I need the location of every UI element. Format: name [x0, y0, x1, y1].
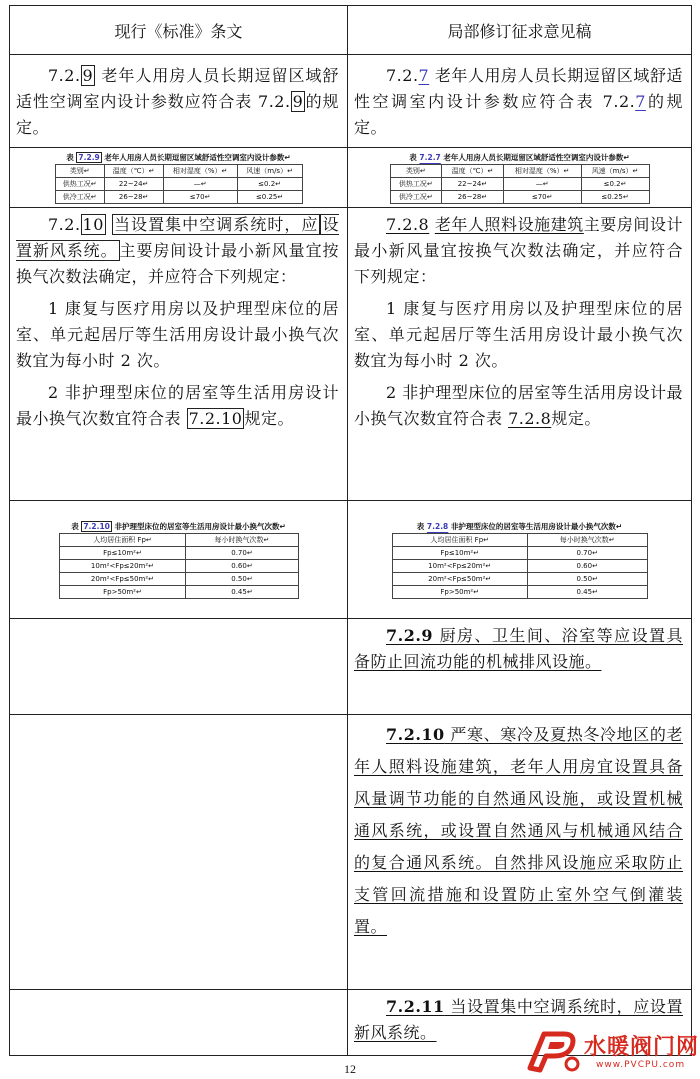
current-empty-cell: [10, 715, 348, 990]
table-cell: 20m²<Fp≤50m²↵: [392, 573, 527, 586]
clause-row-fresh-air: [10, 208, 692, 501]
table-row: [390, 178, 649, 191]
table-cell: 0.70↵: [186, 547, 298, 560]
table-cell: 20m²<Fp≤50m²↵: [59, 573, 186, 586]
new-clause: 7.2.11 当设置集中空调系统时，应设置新风系统。: [354, 997, 683, 1042]
table-cell: ≤0.25↵: [237, 191, 302, 204]
table-cell: ≤0.25↵: [581, 191, 649, 204]
header-revision: 局部修订征求意见稿: [348, 6, 692, 55]
table-row: [392, 547, 647, 560]
table-cell: 0.60↵: [186, 560, 298, 573]
clause-number-prefix: 7.2.: [48, 66, 81, 85]
clause-text: 主要房间设计最小新风量宜按换气次数法确定，并应符合下列规定：: [16, 241, 339, 286]
table-cell: ≤0.2↵: [237, 178, 302, 191]
list-item: 2 非护理型床位的居室等生活用房设计最小换气次数宜符合表 7.2.10 规定。: [16, 383, 339, 428]
revised-clause-7-2-10: [348, 715, 692, 990]
mini-header-cell: 温度（℃）↵: [104, 165, 163, 178]
page-number: 12: [344, 1062, 356, 1076]
table-cell: Fp>50m²↵: [392, 586, 527, 599]
table-cell: 0.70↵: [527, 547, 647, 560]
watermark-url: www.PVCPU.com: [596, 1060, 686, 1070]
table-cell: 0.60↵: [527, 560, 647, 573]
underlined-text: 老年人照料设施建筑: [434, 215, 584, 234]
table-ref-changed: 7.2.8: [508, 409, 552, 428]
clause-row-ventilation: [10, 715, 692, 990]
table-cell: —↵: [503, 178, 581, 191]
table-cell: Fp≤10m²↵: [59, 547, 186, 560]
table-ref-changed: 7: [635, 92, 646, 111]
table-cell: 22~24↵: [442, 178, 504, 191]
revised-clause-7-2-8: [348, 208, 692, 501]
mini-header-row: [55, 165, 302, 178]
revised-clause-7-2-9: [348, 619, 692, 715]
table-row: [59, 573, 298, 586]
clause-text: 老年人用房人员长期逗留区域舒适性空调室内设计参数应符合表 7.2.: [354, 66, 683, 111]
comparison-table: [9, 5, 692, 1056]
mini-header-cell: 类别↵: [390, 165, 442, 178]
table-cell: 0.45↵: [186, 586, 298, 599]
table-row: [59, 547, 298, 560]
table-cell: ≤70↵: [163, 191, 237, 204]
current-table-cell: [10, 501, 348, 619]
table-cell: Fp>50m²↵: [59, 586, 186, 599]
mini-header-cell: 人均居住面积 Fp↵: [392, 534, 527, 547]
table-cell: 供冷工况↵: [390, 191, 442, 204]
mini-header-row: [390, 165, 649, 178]
revised-table-cell: [348, 501, 692, 619]
table-caption: 表 7.2.10 非护理型床位的居室等生活用房设计最小换气次数↵: [71, 522, 286, 531]
table-cell: ≤70↵: [503, 191, 581, 204]
table-ref-box: 7.2.10: [188, 409, 243, 428]
clause-text-end: 的规定。: [354, 92, 683, 137]
mini-header-cell: 相对湿度（%）↵: [163, 165, 237, 178]
comfort-parameters-table: [390, 164, 650, 204]
clause-row-comfort: [10, 55, 692, 148]
table-row: [392, 586, 647, 599]
table-cell: 26~28↵: [442, 191, 504, 204]
list-item: 2 非护理型床位的居室等生活用房设计最小换气次数宜符合表 7.2.8规定。: [354, 383, 683, 428]
clause-number-changed: 7.2.8: [386, 215, 430, 234]
list-item: 1 康复与医疗用房以及护理型床位的居室、单元起居厅等生活用房设计最小换气次数宜为每小时 2 次。: [16, 299, 339, 370]
new-clause: 7.2.9 厨房、卫生间、浴室等应设置具备防止回流功能的机械排风设施。: [354, 626, 683, 671]
revised-table-cell: [348, 148, 692, 208]
clause-text: 老年人用房人员长期逗留区域舒适性空调室内设计参数应符合表 7.2.: [16, 66, 339, 111]
table-row: [59, 560, 298, 573]
clause-number-box: 9: [82, 66, 94, 85]
table-cell: ≤0.2↵: [581, 178, 649, 191]
table-caption: 表 7.2.9 老年人用房人员长期逗留区域舒适性空调室内设计参数↵: [66, 153, 291, 162]
table-cell: 供热工况↵: [55, 178, 104, 191]
revised-clause-7-2-7: [348, 55, 692, 148]
clause-text-end: 的规定。: [16, 92, 339, 137]
boxed-text: 设置新风系统。: [16, 215, 339, 260]
table-cell: Fp≤10m²↵: [392, 547, 527, 560]
header-row: [10, 6, 692, 55]
clause-number-prefix: 7.2.: [48, 215, 81, 234]
table-row-air-change: [10, 501, 692, 619]
boxed-text: 当设置集中空调系统时，应: [114, 215, 319, 234]
clause-number-prefix: 7.2.: [386, 66, 419, 85]
current-clause-7-2-10: [10, 208, 348, 501]
clause-number-box: 10: [82, 215, 104, 234]
air-change-table: [392, 533, 648, 599]
table-cell: 10m²<Fp≤20m²↵: [392, 560, 527, 573]
table-cell: 0.50↵: [527, 573, 647, 586]
watermark-logo: [522, 1028, 700, 1078]
mini-header-cell: 相对湿度（%）↵: [503, 165, 581, 178]
table-cell: 22~24↵: [104, 178, 163, 191]
document-page: [9, 5, 691, 1056]
table-row: [390, 191, 649, 204]
table-caption: 表 7.2.7 老年人用房人员长期逗留区域舒适性空调室内设计参数↵: [409, 153, 630, 162]
table-cell: 供热工况↵: [390, 178, 442, 191]
mini-header-cell: 每小时换气次数↵: [186, 534, 298, 547]
air-change-table: [59, 533, 299, 599]
table-row: [392, 573, 647, 586]
table-cell: 26~28↵: [104, 191, 163, 204]
mini-header-cell: 温度（℃）↵: [442, 165, 504, 178]
mini-header-cell: 人均居住面积 Fp↵: [59, 534, 186, 547]
table-cell: —↵: [163, 178, 237, 191]
mini-header-row: [59, 534, 298, 547]
current-empty-cell: [10, 619, 348, 715]
mini-header-cell: 类别↵: [55, 165, 104, 178]
table-row: [59, 586, 298, 599]
current-empty-cell: [10, 990, 348, 1056]
table-caption: 表 7.2.8 非护理型床位的居室等生活用房设计最小换气次数↵: [416, 522, 623, 531]
list-item: 1 康复与医疗用房以及护理型床位的居室、单元起居厅等生活用房设计最小换气次数宜为每小时 2 次。: [354, 299, 683, 370]
header-current: 现行《标准》条文: [10, 6, 348, 55]
mini-header-cell: 每小时换气次数↵: [527, 534, 647, 547]
table-row: [55, 178, 302, 191]
table-cell: 10m²<Fp≤20m²↵: [59, 560, 186, 573]
mini-header-cell: 风速（m/s）↵: [237, 165, 302, 178]
current-table-cell: [10, 148, 348, 208]
table-row: [392, 560, 647, 573]
mini-header-cell: 风速（m/s）↵: [581, 165, 649, 178]
table-cell: 0.50↵: [186, 573, 298, 586]
table-cell: 0.45↵: [527, 586, 647, 599]
clause-text: 主要房间设计最小新风量宜按换气次数法确定，并应符合下列规定：: [354, 215, 683, 286]
mini-header-row: [392, 534, 647, 547]
brand-logo-icon: [524, 1030, 582, 1074]
table-ref-box: 9: [292, 92, 304, 111]
table-row-comfort: [10, 148, 692, 208]
current-clause-7-2-9: [10, 55, 348, 148]
watermark-brand: 水暖阀门网: [584, 1035, 700, 1060]
comfort-parameters-table: [55, 164, 303, 204]
clause-row-exhaust: [10, 619, 692, 715]
clause-number-changed: 7: [418, 66, 430, 85]
new-clause: 7.2.10 严寒、寒冷及夏热冬冷地区的老年人照料设施建筑，老年人用房宜设置具备风量调节功能的自然通风设施，或设置机械通风系统，或设置自然通风与机械通风结合的复合通风系统。自然排风设施应采取防止支管回流措施和设置防止室外空气倒灌装置。: [354, 725, 683, 936]
table-cell: 供冷工况↵: [55, 191, 104, 204]
table-row: [55, 191, 302, 204]
